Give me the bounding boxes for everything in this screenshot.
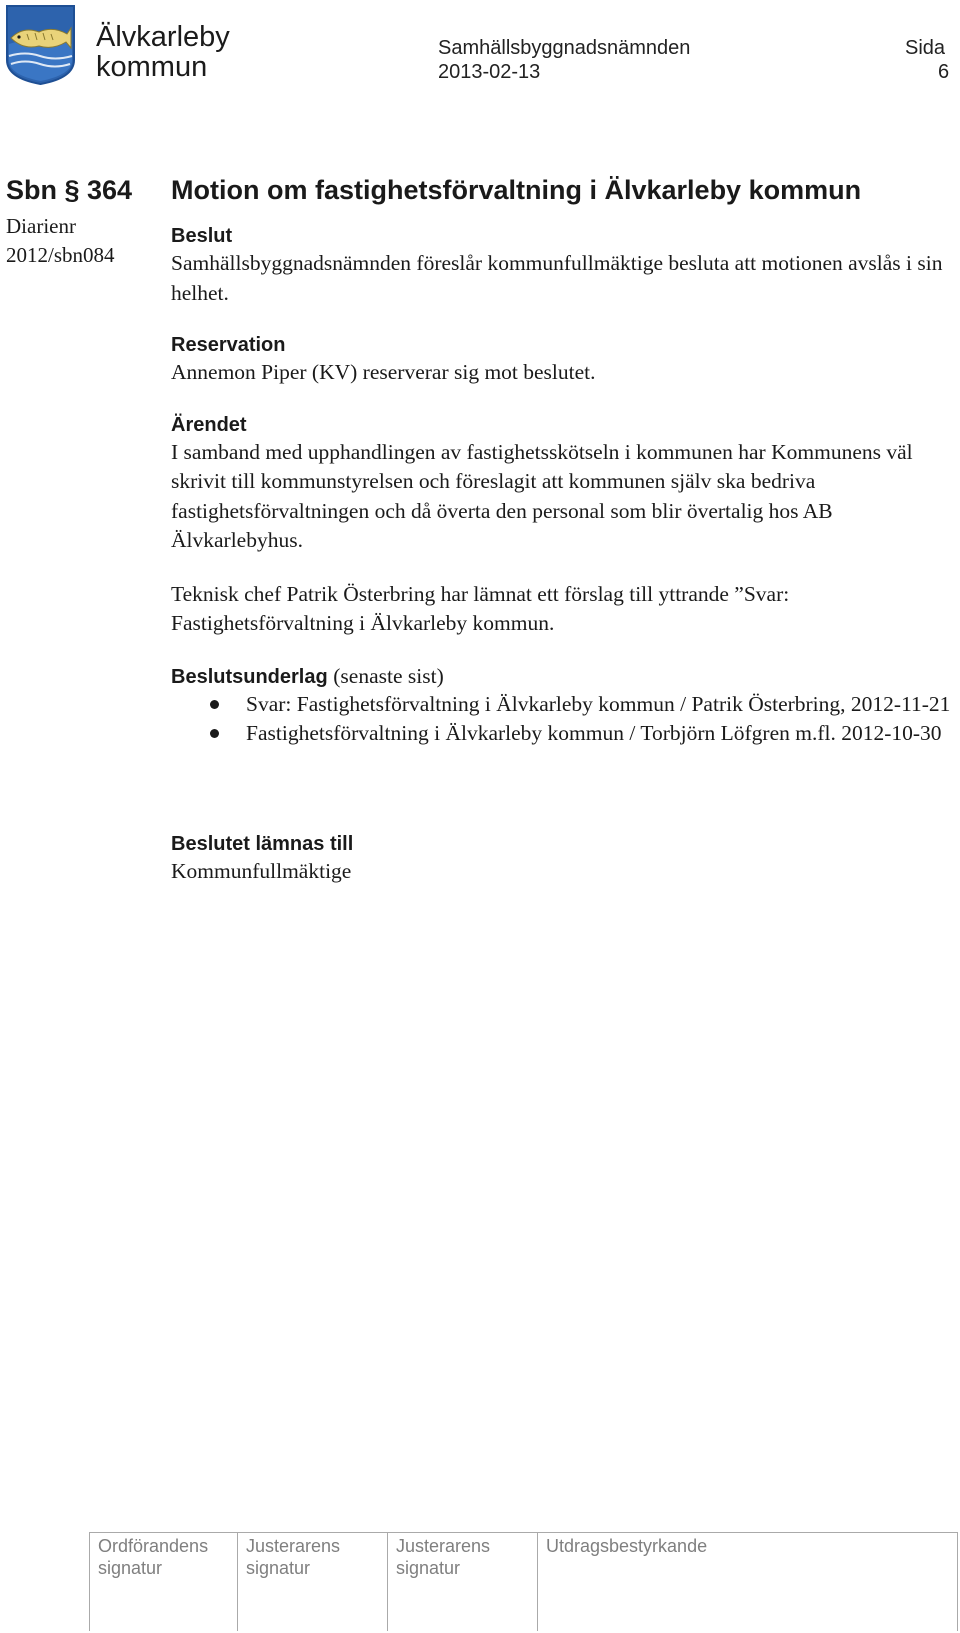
- page-label: Sida: [905, 37, 946, 59]
- fish-crest-icon: [5, 4, 76, 86]
- logo-wordmark: [96, 22, 230, 82]
- underlag-item-text: Fastighetsförvaltning i Älvkarleby kommun / Torbjörn Löfgren m.fl. 2012-10-30: [246, 721, 942, 745]
- reservation-text: Annemon Piper (KV) reserverar sig mot beslutet.: [171, 360, 596, 384]
- reservation-heading: Reservation: [171, 334, 286, 356]
- diarienr-value: 2012/sbn084: [6, 243, 115, 267]
- section-number: Sbn § 364: [6, 175, 133, 205]
- signature-sublabel: signatur: [246, 1558, 311, 1578]
- board-name: Samhällsbyggnadsnämnden: [438, 37, 691, 59]
- underlag-heading: Beslutsunderlag: [171, 665, 328, 688]
- logo-line-1: Älvkarleby: [96, 21, 230, 53]
- arendet-text-2: Teknisk chef Patrik Österbring har lämnat ett förslag till yttrande ”Svar: Fastighetsförvaltning i Älvkarleby kommun.: [171, 581, 790, 635]
- main-content: [171, 173, 951, 886]
- list-item: [171, 719, 951, 749]
- list-item: [171, 690, 951, 720]
- arendet-heading: Ärendet: [171, 413, 247, 436]
- logo-line-2: kommun: [96, 51, 208, 83]
- arendet-text-1: I samband med upphandlingen av fastighetsskötseln i kommunen har Kommunens väl skrivit till kommunstyrelsen och föreslagit att kommunen själv ska bedriva fastighetsförvaltningen och då överta den personal som blir övertalig hos AB Älvkarlebyhus.: [171, 439, 913, 552]
- signature-label: Justerarens: [246, 1536, 341, 1556]
- signature-box-adjuster-1: [237, 1533, 387, 1631]
- underlag-note: (senaste sist): [333, 663, 444, 688]
- page-number: 6: [938, 61, 950, 83]
- lamnas-text: Kommunfullmäktige: [171, 858, 352, 883]
- page-title: Motion om fastighetsförvaltning i Älvkarleby kommun: [171, 175, 862, 205]
- beslut-heading: Beslut: [171, 225, 233, 247]
- signature-sublabel: signatur: [98, 1558, 163, 1578]
- signature-box-adjuster-2: [387, 1533, 537, 1631]
- beslut-text: Samhällsbyggnadsnämnden föreslår kommunfullmäktige besluta att motionen avslås i sin helhet.: [171, 251, 943, 305]
- signature-footer: [89, 1532, 958, 1631]
- diarienr-label: Diarienr: [6, 214, 76, 238]
- signature-label: Utdragsbestyrkande: [546, 1536, 708, 1556]
- signature-label: Justerarens: [396, 1536, 491, 1556]
- underlag-list: [171, 690, 951, 749]
- lamnas-heading: Beslutet lämnas till: [171, 832, 354, 855]
- bullet-icon: [210, 729, 219, 738]
- signature-sublabel: signatur: [396, 1558, 461, 1578]
- underlag-item-text: Svar: Fastighetsförvaltning i Älvkarleby kommun / Patrik Österbring, 2012-11-21: [246, 691, 951, 716]
- signature-box-certification: [537, 1533, 958, 1631]
- underlag-heading-row: [171, 663, 951, 690]
- signature-box-chair: [89, 1533, 237, 1631]
- bullet-icon: [210, 700, 219, 709]
- meeting-date: 2013-02-13: [438, 61, 541, 83]
- signature-label: Ordförandens: [98, 1536, 209, 1556]
